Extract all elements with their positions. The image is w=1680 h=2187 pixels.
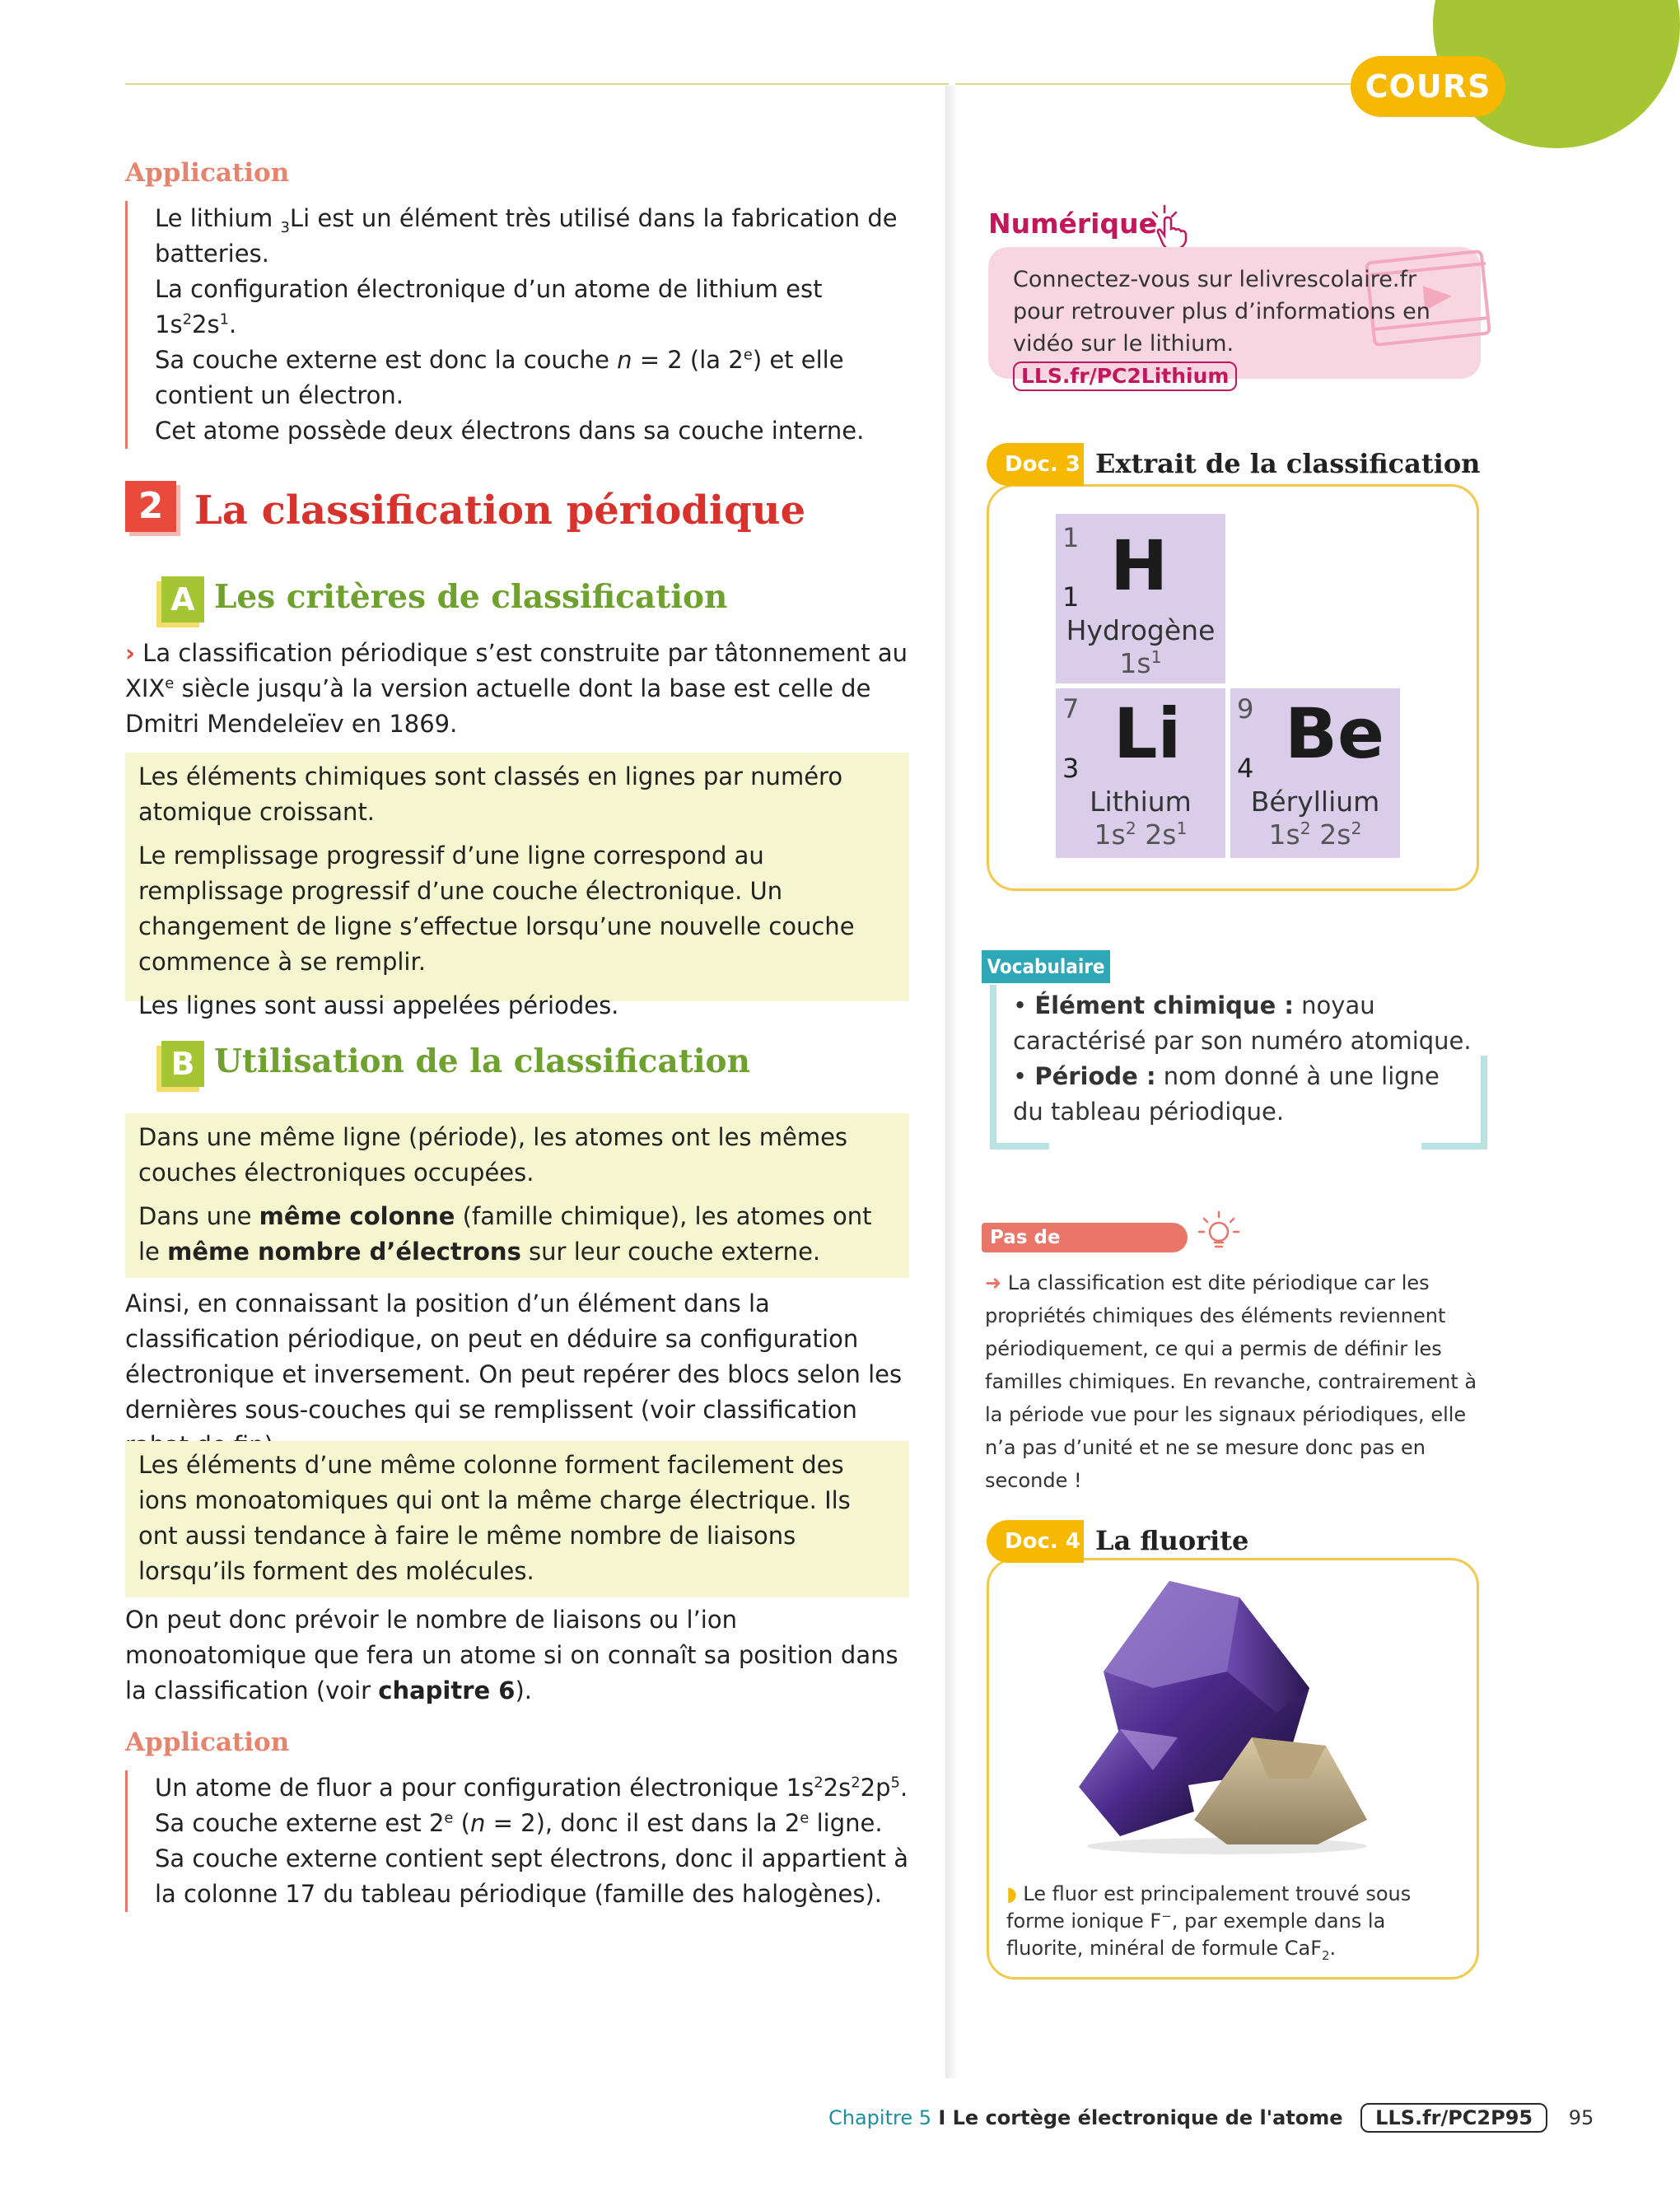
- top-rule: [125, 83, 949, 85]
- subsection-title-b: Utilisation de la classification: [214, 1042, 750, 1080]
- body-paragraph: Ainsi, en connaissant la position d’un élément dans la classification périodique, on peut en déduire sa configuration électronique et inversement. On peut repérer des blocs selon les dernières sous-couches qui se remplissent (voir classification: [125, 1289, 903, 1424]
- application-line: Sa couche externe est 2e (n = 2), donc il est dans la 2e ligne.: [155, 1809, 883, 1837]
- highlight-paragraph: Les éléments chimiques sont classés en lignes par numéro atomique croissant.: [138, 762, 843, 826]
- subsection-letter-a: A: [161, 576, 204, 623]
- numerique-link[interactable]: LLS.fr/PC2Lithium: [1013, 361, 1237, 391]
- vocabulary-item: • Période : nom donné à une ligne du tableau périodique.: [1013, 1062, 1440, 1126]
- vocabulary-text: [1013, 988, 1474, 1130]
- application-title: Application: [125, 1728, 290, 1757]
- subsection-letter-b: B: [161, 1041, 204, 1087]
- caption-marker-icon: ◗: [1006, 1882, 1017, 1905]
- pointer-hand-icon: [1146, 204, 1196, 254]
- doc4-label: Doc. 4: [987, 1520, 1084, 1563]
- vocabulary-tag: Vocabulaire: [982, 950, 1110, 983]
- top-rule-right: [955, 83, 1351, 85]
- application-line: La configuration électronique d’un atome de lithium est $1s^22s^1$.: [155, 275, 823, 338]
- highlight-box-usage: [125, 1113, 909, 1278]
- pas-de-malentendu-tag: Pas de malentendu: [982, 1223, 1188, 1252]
- element-cell-lithium: [1056, 688, 1225, 858]
- atomic-number: 4: [1237, 753, 1254, 784]
- element-name: Lithium: [1090, 786, 1192, 818]
- highlight-box-criteria: [125, 753, 909, 1019]
- application-block: [125, 1770, 909, 1912]
- element-symbol: Li: [1113, 693, 1182, 774]
- atomic-number: 1: [1062, 581, 1080, 613]
- doc3-label: Doc. 3: [987, 443, 1084, 486]
- element-name: Hydrogène: [1066, 614, 1216, 646]
- application-line: Le lithium $_3$Li est un élément très utilisé dans la fabrication de batteries.: [155, 204, 898, 268]
- chevron-icon: ›: [125, 639, 135, 667]
- element-config: $1s^2$ $2s^1$: [1094, 818, 1188, 851]
- application-title: Application: [125, 158, 290, 188]
- highlight-box-ions: [125, 1441, 909, 1597]
- cours-badge: COURS: [1351, 56, 1505, 117]
- mass-number: 7: [1062, 693, 1080, 725]
- doc3-title: Extrait de la classification: [1095, 448, 1481, 479]
- application-line: Un atome de fluor a pour configuration électronique $1s^22s^22p^5$.: [155, 1774, 908, 1802]
- lightbulb-icon: [1194, 1209, 1244, 1261]
- footer-chapter: Chapitre 5: [828, 2106, 931, 2129]
- vocabulary-item: • Élément chimique : noyau caractérisé par son numéro atomique.: [1013, 991, 1472, 1055]
- arrow-icon: ➜: [985, 1271, 1002, 1294]
- fluorite-caption: ◗ Le fluor est principalement trouvé sous forme ionique F−, par exemple dans la fluorite, minéral de formule CaF$_2$.: [1006, 1882, 1412, 1963]
- atomic-number: 3: [1062, 753, 1080, 784]
- element-config: $1s^2$ $2s^2$: [1268, 818, 1362, 851]
- intro-paragraph: › La classification périodique s’est construite par tâtonnement au XIXe siècle jusqu’à la version actuelle dont la base est celle de Dmitri Mendeleïev en 1869.: [125, 639, 908, 738]
- numerique-title: Numérique: [988, 208, 1157, 240]
- page-footer: Chapitre 5 I Le cortège électronique de l'atome LLS.fr/PC2P95 95: [828, 2102, 1594, 2133]
- pas-de-malentendu-text: ➜ La classification est dite périodique car les propriétés chimiques des éléments reviennent périodiquement, ce qui a permis de définir les familles chimiques. En revanche, contrairement à la période vue pour les signaux périodiques, elle n’a pas d’unité et ne se mesure donc pas en seconde !: [985, 1271, 1477, 1492]
- fluorite-crystal-image: [1071, 1573, 1384, 1864]
- application-line: Sa couche externe contient sept électrons, donc il appartient à la colonne 17 du tableau périodique (famille des halogènes).: [155, 1844, 908, 1908]
- element-symbol: H: [1110, 525, 1169, 606]
- element-cell-beryllium: [1230, 688, 1400, 858]
- highlight-paragraph: Dans une même ligne (période), les atomes ont les mêmes couches électroniques occupées.: [138, 1123, 848, 1187]
- doc4-title: La fluorite: [1095, 1525, 1249, 1556]
- body-paragraph: On peut donc prévoir le nombre de liaisons ou l’ion monoatomique que fera un atome si on connaît sa position dans la classification (voir chapitre 6).: [125, 1606, 898, 1704]
- mass-number: 9: [1237, 693, 1254, 725]
- highlight-paragraph: Les éléments d’une même colonne forment facilement des ions monoatomiques qui ont la même charge électrique. Ils ont aussi tendance à faire le même nombre de liaisons lorsqu’ils forment des molécules.: [138, 1451, 851, 1585]
- column-separator: [945, 86, 960, 2078]
- numerique-box: [988, 247, 1481, 388]
- subsection-title-a: Les critères de classification: [214, 578, 728, 616]
- page-number: 95: [1568, 2106, 1594, 2129]
- element-name: Béryllium: [1250, 786, 1380, 818]
- element-cell-hydrogen: [1056, 514, 1225, 683]
- numerique-text: Connectez-vous sur lelivrescolaire.fr pour retrouver plus d’informations en vidéo sur le lithium. LLS.fr/PC2Lithium: [1013, 263, 1456, 392]
- element-config: $1s^1$: [1119, 647, 1162, 679]
- application-line: Cet atome possède deux électrons dans sa couche interne.: [155, 417, 865, 445]
- footer-title: Le cortège électronique de l'atome: [952, 2106, 1343, 2129]
- section-title: La classification périodique: [194, 487, 806, 534]
- element-symbol: Be: [1285, 693, 1384, 774]
- highlight-paragraph: Le remplissage progressif d’une ligne correspond au remplissage progressif d’une couche électronique. Un changement de ligne s’effectue lorsqu’une nouvelle couche commence à se remplir.: [138, 842, 855, 976]
- footer-link[interactable]: LLS.fr/PC2P95: [1360, 2103, 1547, 2133]
- highlight-paragraph: Dans une même colonne (famille chimique), les atomes ont le même nombre d’électrons sur leur couche externe.: [138, 1202, 872, 1266]
- highlight-paragraph: Les lignes sont aussi appelées périodes.: [138, 991, 619, 1019]
- mass-number: 1: [1062, 522, 1080, 553]
- section-number: 2: [125, 481, 176, 532]
- application-block: [125, 201, 909, 449]
- application-line: Sa couche externe est donc la couche n = 2 (la 2e) et elle contient un électron.: [155, 346, 844, 409]
